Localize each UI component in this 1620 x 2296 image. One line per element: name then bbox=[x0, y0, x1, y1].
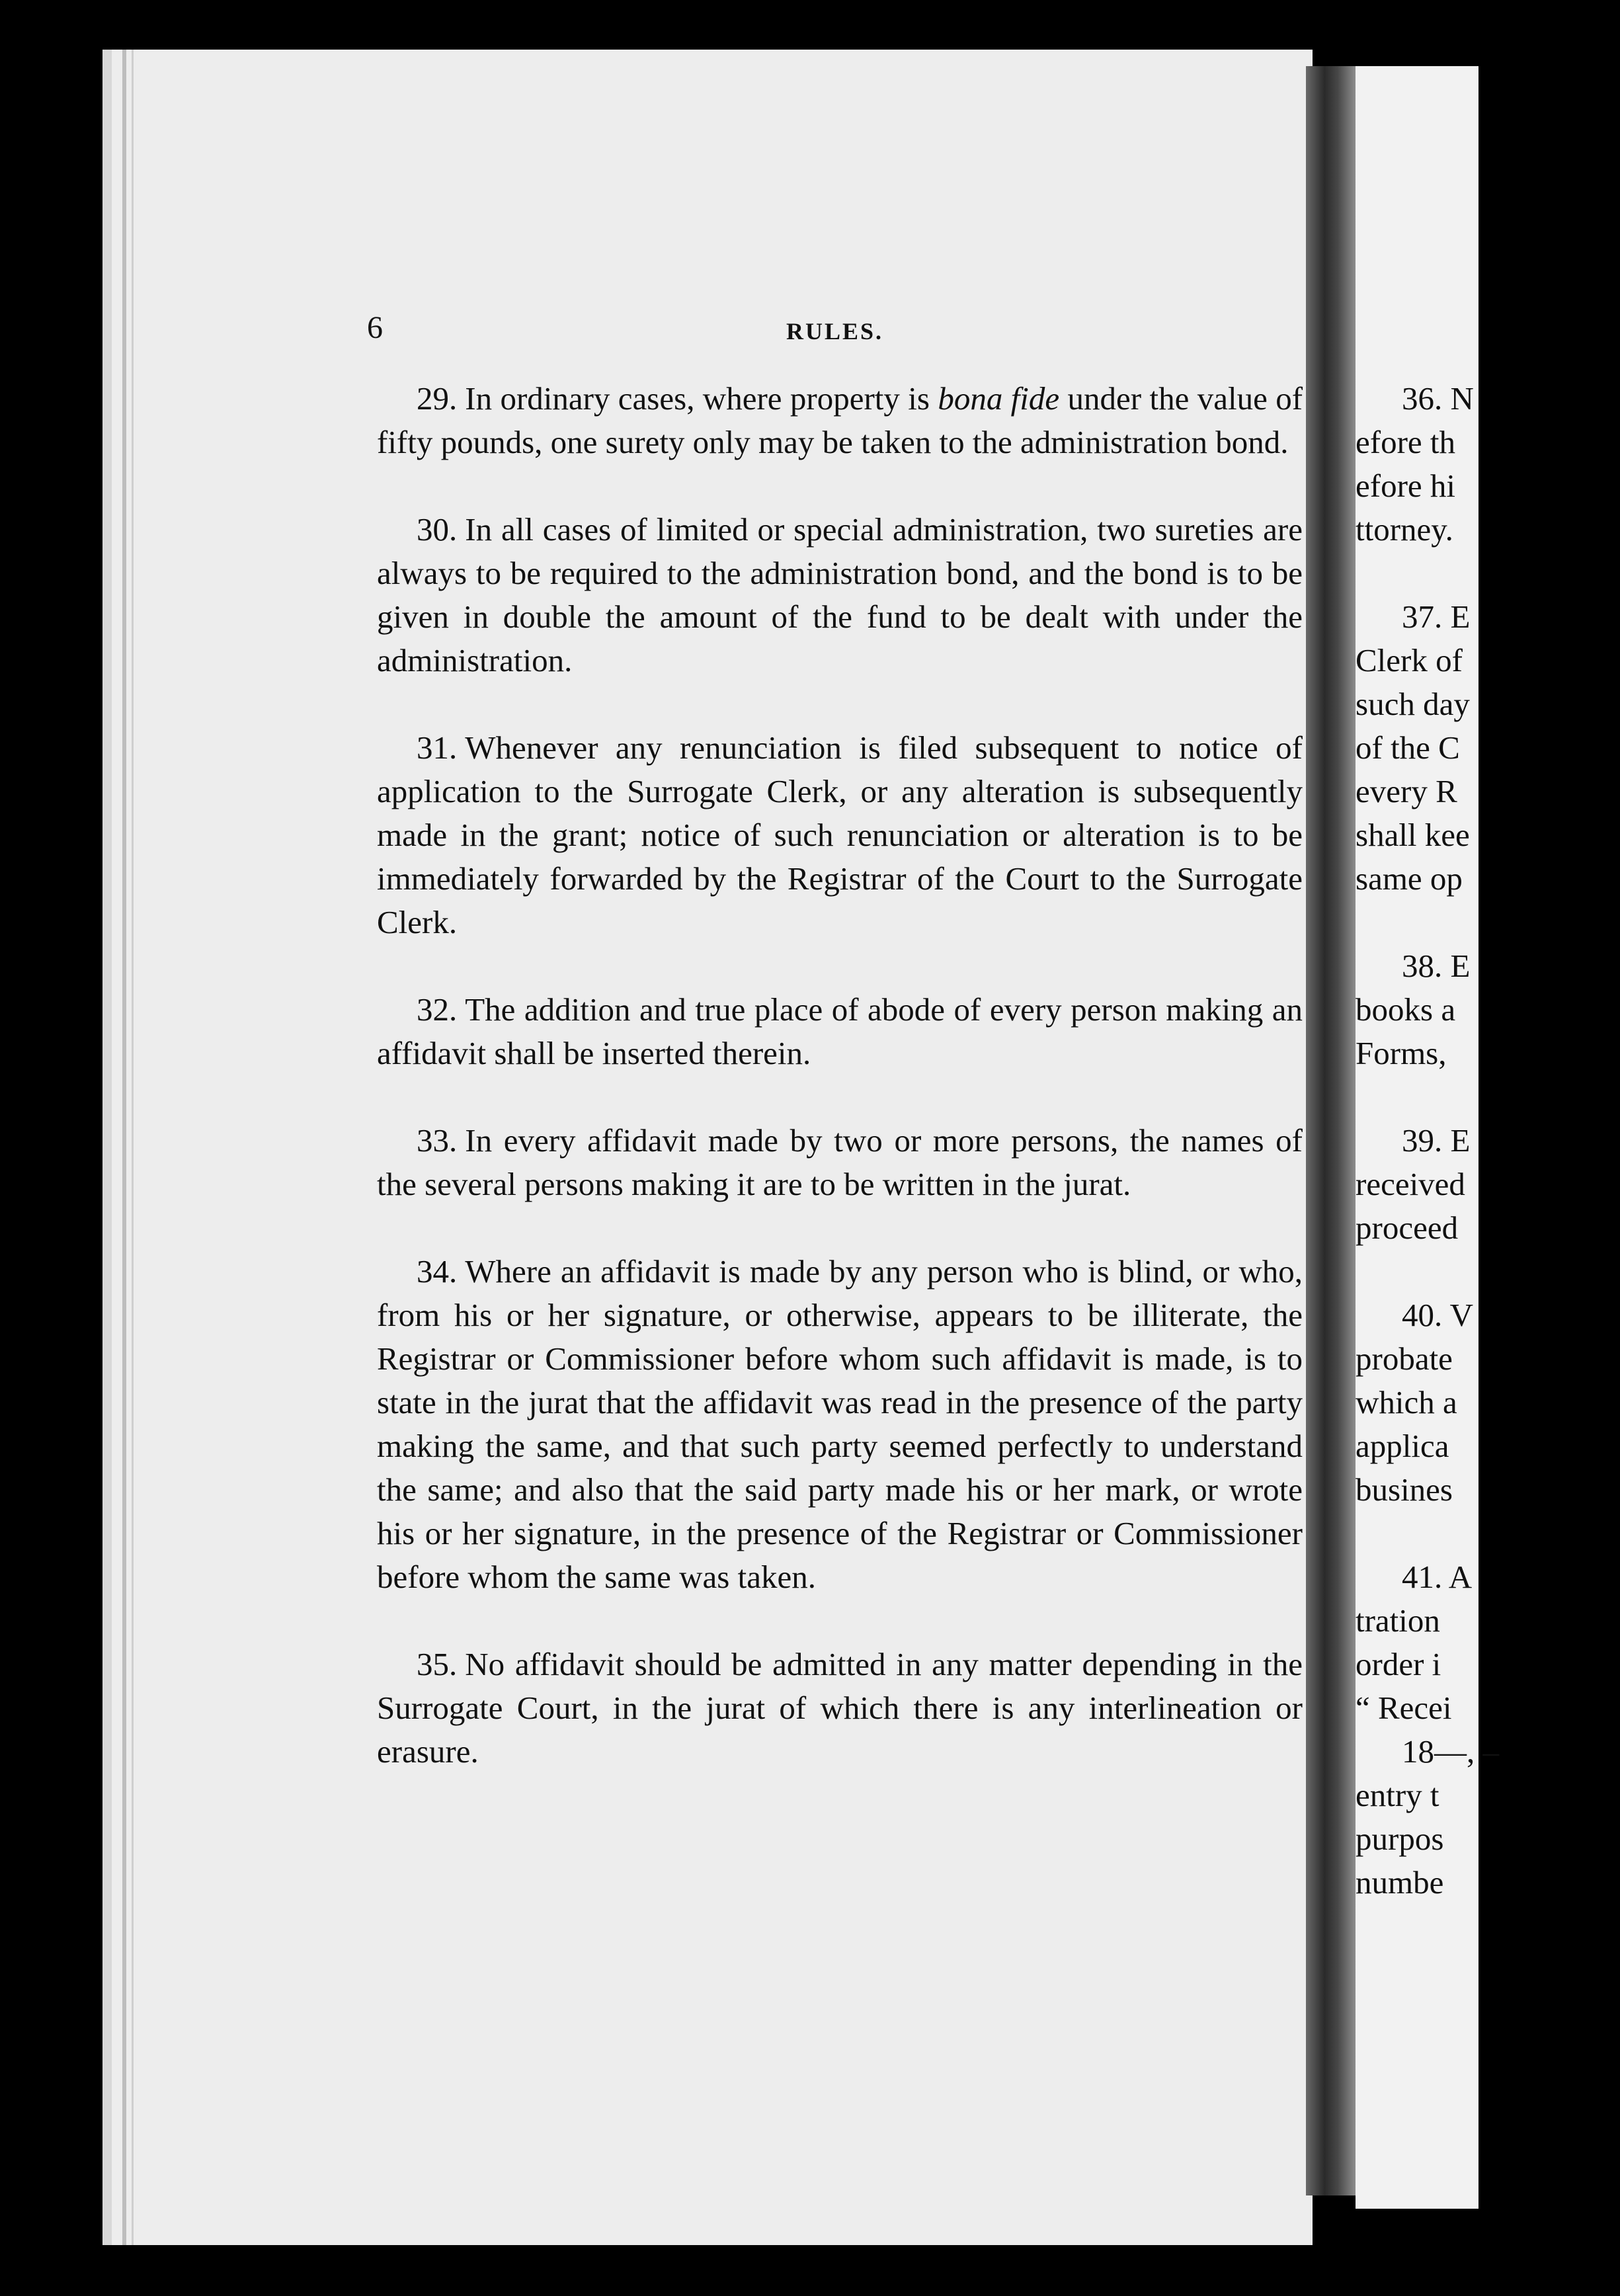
facing-page-gap bbox=[1356, 901, 1620, 944]
facing-page-line: books a bbox=[1356, 991, 1456, 1028]
facing-page-gap bbox=[1356, 1075, 1620, 1119]
facing-page-line: applica bbox=[1356, 1428, 1449, 1464]
facing-page-line: tration bbox=[1356, 1602, 1440, 1639]
rule-number: 30. bbox=[417, 511, 458, 548]
facing-page-line: probate bbox=[1356, 1340, 1453, 1377]
facing-page-line: shall kee bbox=[1356, 817, 1470, 853]
facing-page-gap bbox=[1356, 552, 1620, 595]
facing-page-line: efore hi bbox=[1356, 468, 1455, 504]
rule-number: 34. bbox=[417, 1253, 458, 1290]
facing-page-line: busines bbox=[1356, 1471, 1453, 1508]
facing-page-gap bbox=[1356, 1250, 1620, 1293]
rule-text: No affidavit should be admitted in any matter depending in the Surrogate Court, in the jurat of which there is any interlineation or erasure. bbox=[377, 1646, 1303, 1770]
facing-page-line: “ Recei bbox=[1356, 1690, 1452, 1726]
rule-paragraph bbox=[377, 1119, 1303, 1206]
facing-page-line: order i bbox=[1356, 1646, 1441, 1682]
facing-page bbox=[1356, 66, 1499, 2209]
rule-text: under the value of fifty pounds, one surety only may be taken to the administration bond. bbox=[377, 380, 1303, 460]
facing-page-line: of the C bbox=[1356, 729, 1460, 766]
rule-paragraph bbox=[377, 377, 1303, 464]
rule-number: 29. bbox=[417, 380, 458, 417]
facing-page-text bbox=[1356, 377, 1620, 1905]
rule-number: 35. bbox=[417, 1646, 458, 1682]
facing-page-line: numbe bbox=[1356, 1864, 1444, 1901]
facing-page-gap bbox=[1356, 1512, 1620, 1555]
rule-text: Whenever any renunciation is filed subsequent to notice of application to the Surrogate Clerk, or any alteration is subsequently made in the grant; notice of such renunciation or alteration is to be immediately forwarded by the Registrar of the Court to the Surrogate Clerk. bbox=[377, 729, 1303, 940]
rule-paragraph bbox=[377, 1250, 1303, 1599]
rule-number: 31. bbox=[417, 729, 458, 766]
rule-text: The addition and true place of abode of every person making an affidavit shall be inserted therein. bbox=[377, 991, 1303, 1071]
book-gutter bbox=[1306, 66, 1359, 2195]
facing-page-line: Clerk of bbox=[1356, 642, 1463, 678]
facing-page-line: every R bbox=[1356, 773, 1457, 809]
facing-page-line: same op bbox=[1356, 860, 1463, 897]
rule-text: Where an affidavit is made by any person who is blind, or who, from his or her signature, or otherwise, appears to be illiterate, the Registrar or Commissioner before whom such affidavit is made, is to state in the jurat that the affidavit was read in the presence of the party making the same, and that such party seemed perfectly to understand the same; and also that the said party made his or her mark, or wrote his or her signature, in the presence of the Registrar or Commissioner before whom the same was taken. bbox=[377, 1253, 1303, 1595]
rule-number: 33. bbox=[417, 1122, 458, 1159]
facing-page-line: purpos bbox=[1356, 1821, 1444, 1857]
facing-page-line: such day bbox=[1356, 686, 1470, 722]
facing-page-line: ttorney. bbox=[1356, 511, 1453, 548]
page-header bbox=[367, 309, 1293, 356]
rules-body bbox=[377, 377, 1303, 1817]
rule-number: 32. bbox=[417, 991, 458, 1028]
facing-page-line: 38. E bbox=[1402, 948, 1471, 984]
facing-page-line: 37. E bbox=[1402, 598, 1471, 635]
facing-page-line: efore th bbox=[1356, 424, 1455, 460]
rule-paragraph bbox=[377, 726, 1303, 944]
running-head: RULES. bbox=[786, 318, 884, 345]
rule-text-italic: bona fide bbox=[938, 380, 1060, 417]
rule-text: In every affidavit made by two or more persons, the names of the several persons making it are to be written in the jurat. bbox=[377, 1122, 1303, 1202]
facing-page-line: 39. E bbox=[1402, 1122, 1471, 1159]
facing-page-line: 36. N bbox=[1402, 380, 1474, 417]
facing-page-line: entry t bbox=[1356, 1777, 1439, 1813]
rule-text: In ordinary cases, where property is bbox=[465, 380, 938, 417]
facing-page-line: 18—, – bbox=[1402, 1733, 1499, 1770]
rule-text: In all cases of limited or special administration, two sureties are always to be required to the administration bond, and the bond is to be given in double the amount of the fund to be dealt with under the administration. bbox=[377, 511, 1303, 678]
facing-page-line: received bbox=[1356, 1166, 1465, 1202]
facing-page-line: proceed bbox=[1356, 1210, 1459, 1246]
page-number: 6 bbox=[367, 310, 383, 345]
facing-page-line: which a bbox=[1356, 1384, 1457, 1420]
facing-page-line: 41. A bbox=[1402, 1559, 1473, 1595]
rule-paragraph bbox=[377, 1643, 1303, 1774]
facing-page-line: 40. V bbox=[1402, 1297, 1474, 1333]
rule-paragraph bbox=[377, 988, 1303, 1075]
rule-paragraph bbox=[377, 508, 1303, 682]
facing-page-line: Forms, bbox=[1356, 1035, 1447, 1071]
